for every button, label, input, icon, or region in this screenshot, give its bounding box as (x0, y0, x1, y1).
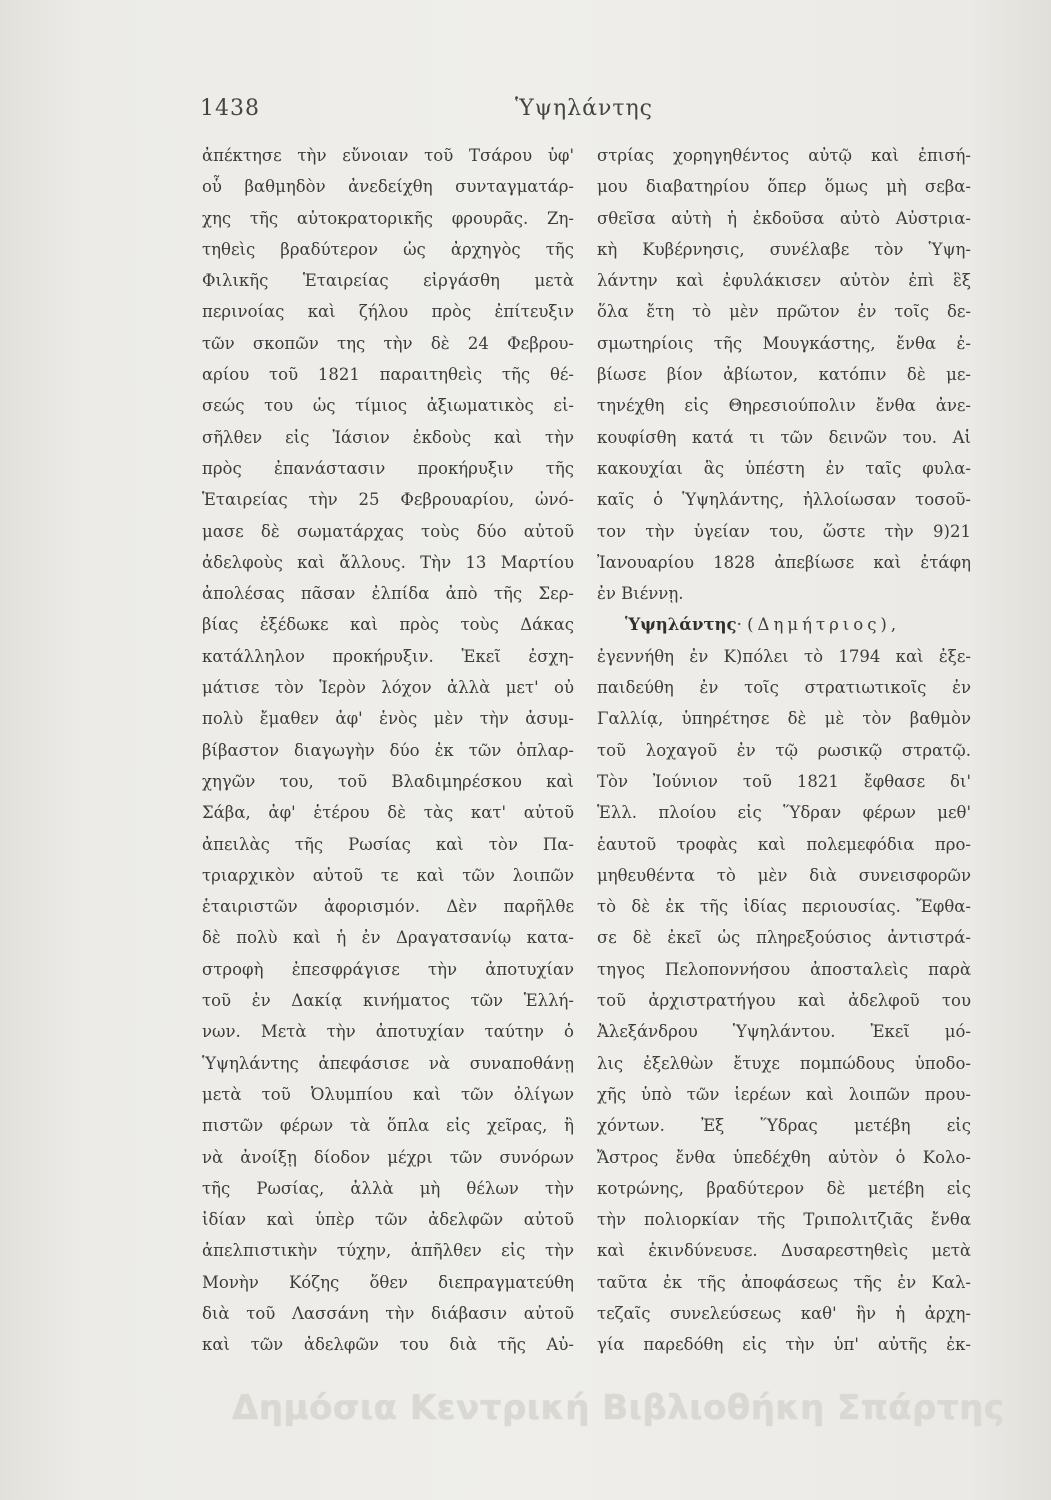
entry-colon: · (736, 615, 748, 635)
page-number: 1438 (200, 96, 260, 121)
text-line: τον τὴν ὑγείαν του, ὥστε τὴν 9)21 (597, 521, 971, 541)
text-line: μηθευθέντα τὸ μὲν διὰ συνεισφορῶν (597, 865, 971, 885)
text-line: σμωτηρίοις τῆς Μουγκάστης, ἔνθα ἐ- (597, 333, 971, 353)
text-line: τῆς Ρωσίας, ἀλλὰ μὴ θέλων τὴν (202, 1178, 574, 1198)
text-line: χόντων. Ἐξ Ὕδρας μετέβη εἰς (597, 1116, 971, 1136)
text-line: ἀπελπιστικὴν τύχην, ἀπῆλθεν εἰς τὴν (202, 1241, 574, 1261)
text-line: Φιλικῆς Ἑταιρείας εἰργάσθη μετὰ (202, 271, 574, 291)
text-line: στροφὴ ἐπεσφράγισε τὴν ἀποτυχίαν (202, 959, 574, 979)
text-line: σεώς του ὡς τίμιος ἀξιωματικὸς εἰ- (202, 396, 574, 416)
text-line: τριαρχικὸν αὐτοῦ τε καὶ τῶν λοιπῶν (202, 865, 574, 885)
text-line: κοτρώνης, βραδύτερον δὲ μετέβη εἰς (597, 1178, 971, 1198)
text-line: νων. Μετὰ τὴν ἀποτυχίαν ταύτην ὁ (202, 1022, 574, 1042)
text-line: στρίας χορηγηθέντος αὐτῷ καὶ ἐπισή- (597, 146, 971, 165)
text-line: Ἀλεξάνδρου Ὑψηλάντου. Ἐκεῖ μό- (597, 1022, 971, 1042)
text-line: χηγῶν του, τοῦ Βλαδιμηρέσκου καὶ (202, 771, 574, 791)
text-line: περινοίας καὶ ζήλου πρὸς ἐπίτευξιν (202, 302, 574, 322)
text-line: Ἰανουαρίου 1828 ἀπεβίωσε καὶ ἐτάφη (597, 552, 971, 572)
text-line: γία παρεδόθη εἰς τὴν ὑπ' αὐτῆς ἐκ- (597, 1335, 971, 1355)
text-line: ἰδίαν καὶ ὑπὲρ τῶν ἀδελφῶν αὐτοῦ (202, 1210, 574, 1230)
text-line: διὰ τοῦ Λασσάνη τὴν διάβασιν αὐτοῦ (202, 1303, 574, 1323)
text-line: ὅλα ἔτη τὸ μὲν πρῶτον ἐν τοῖς δε- (597, 302, 971, 322)
text-line: καὶ ἐκινδύνευσε. Δυσαρεστηθεὶς μετὰ (597, 1241, 971, 1261)
text-line: τοῦ λοχαγοῦ ἐν τῷ ρωσικῷ στρατῷ. (597, 740, 971, 760)
text-line: τῶν σκοπῶν της τὴν δὲ 24 Φεβρου- (202, 333, 574, 353)
entry-headword: Ὑψηλάντης (625, 615, 737, 635)
text-line: Ἄστρος ἔνθα ὑπεδέχθη αὐτὸν ὁ Κολο- (597, 1147, 971, 1167)
text-line: παιδεύθη ἐν τοῖς στρατιωτικοῖς ἐν (597, 678, 971, 698)
text-line: Σάβα, ἀφ' ἑτέρου δὲ τὰς κατ' αὐτοῦ (202, 803, 574, 823)
text-line: χῆς ὑπὸ τῶν ἱερέων καὶ λοιπῶν πρου- (597, 1084, 971, 1104)
text-line: τεζαῖς συνελεύσεως καθ' ἣν ἡ ἀρχη- (597, 1303, 971, 1323)
text-line: τηθεὶς βραδύτερον ὡς ἀρχηγὸς τῆς (202, 239, 574, 259)
text-line: τηνέχθη εἰς Θηρεσιούπολιν ἔνθα ἀνε- (597, 396, 971, 416)
text-line: δὲ πολὺ καὶ ἡ ἐν Δραγατσανίῳ κατα- (202, 928, 574, 948)
text-line: μετὰ τοῦ Ὀλυμπίου καὶ τῶν ὀλίγων (202, 1084, 574, 1104)
text-line: τοῦ ἀρχιστρατήγου καὶ ἀδελφοῦ του (597, 991, 971, 1011)
right-text-column (597, 140, 971, 1361)
text-line: καῖς ὁ Ὑψηλάντης, ἠλλοίωσαν τοσοῦ- (597, 490, 971, 510)
text-line: Μονὴν Κόζης ὅθεν διεπραγματεύθη (202, 1272, 574, 1292)
text-line: ἑταιριστῶν ἀφορισμόν. Δὲν παρῆλθε (202, 897, 574, 917)
text-line: ἐν Βιέννῃ. (597, 584, 684, 604)
text-line: χης τῆς αὐτοκρατορικῆς φρουρᾶς. Ζη- (202, 208, 574, 228)
text-line: τηγος Πελοποννήσου ἀποσταλεὶς παρὰ (597, 959, 971, 979)
text-line: ἐγεννήθη ἐν Κ)πόλει τὸ 1794 καὶ ἐξε- (597, 646, 971, 666)
text-line: κουφίσθη κατά τι τῶν δεινῶν του. Αἱ (597, 427, 971, 447)
text-line: ἀπολέσας πᾶσαν ἐλπίδα ἀπὸ τῆς Σερ- (202, 584, 574, 604)
text-line: Ἑλλ. πλοίου εἰς Ὕδραν φέρων μεθ' (597, 803, 971, 823)
text-line: σθεῖσα αὐτὴ ἡ ἐκδοῦσα αὐτὸ Αὐστρια- (597, 208, 971, 228)
text-line: κὴ Κυβέρνησις, συνέλαβε τὸν Ὑψη- (597, 239, 971, 259)
text-line: πιστῶν φέρων τὰ ὅπλα εἰς χεῖρας, ἢ (202, 1116, 574, 1136)
text-line: κατάλληλον προκήρυξιν. Ἐκεῖ ἐσχη- (202, 646, 574, 666)
text-line: κακουχίαι ἃς ὑπέστη ἐν ταῖς φυλα- (597, 458, 971, 478)
running-head: Ὑψηλάντης (515, 96, 653, 121)
text-line: πολὺ ἔμαθεν ἀφ' ἑνὸς μὲν τὴν ἀσυμ- (202, 709, 574, 729)
text-line: βίβαστον διαγωγὴν δύο ἐκ τῶν ὁπλαρ- (202, 740, 574, 760)
text-line: Γαλλίᾳ, ὑπηρέτησε δὲ μὲ τὸν βαθμὸν (597, 709, 971, 729)
text-line: μάτισε τὸν Ἱερὸν λόχον ἀλλὰ μετ' οὐ (202, 678, 574, 698)
text-line: μασε δὲ σωματάρχας τοὺς δύο αὐτοῦ (202, 521, 574, 541)
text-line: τὴν πολιορκίαν τῆς Τριπολιτζιᾶς ἔνθα (597, 1210, 971, 1230)
text-line: ἀπέκτησε τὴν εὔνοιαν τοῦ Τσάρου ὑφ' (202, 146, 574, 165)
text-line: πρὸς ἐπανάστασιν προκήρυξιν τῆς (202, 458, 574, 478)
text-line: οὗ βαθμηδὸν ἀνεδείχθη συνταγματάρ- (202, 177, 574, 197)
text-line: Τὸν Ἰούνιον τοῦ 1821 ἔφθασε δι' (597, 771, 971, 791)
right-column-continuation (597, 140, 971, 609)
text-line: σῆλθεν εἰς Ἰάσιον ἐκδοὺς καὶ τὴν (202, 427, 574, 447)
text-line: νὰ ἀνοίξῃ δίοδον μέχρι τῶν συνόρων (202, 1147, 574, 1167)
text-line: ταῦτα ἐκ τῆς ἀποφάσεως τῆς ἐν Καλ- (597, 1272, 971, 1292)
text-line: αρίου τοῦ 1821 παραιτηθεὶς τῆς θέ- (202, 365, 574, 385)
text-line: ἀδελφοὺς καὶ ἄλλους. Τὴν 13 Μαρτίου (202, 552, 574, 572)
text-line: Ὑψηλάντης ἀπεφάσισε νὰ συναποθάνῃ (202, 1053, 574, 1073)
entry-subhead: (Δημήτριος), (747, 615, 901, 635)
text-line: τὸ δὲ ἐκ τῆς ἰδίας περιουσίας. Ἔφθα- (597, 897, 971, 917)
text-line: βίας ἐξέδωκε καὶ πρὸς τοὺς Δάκας (202, 615, 574, 635)
text-line: τοῦ ἐν Δακίᾳ κινήματος τῶν Ἑλλή- (202, 991, 574, 1011)
entry-heading-line (597, 609, 971, 640)
text-line: σε δὲ ἐκεῖ ὡς πληρεξούσιος ἀντιστρά- (597, 928, 971, 948)
library-watermark: Δημόσια Κεντρική Βιβλιοθήκη Σπάρτης (232, 1388, 1005, 1428)
text-line: ἀπειλὰς τῆς Ρωσίας καὶ τὸν Πα- (202, 834, 574, 854)
text-line: Ἑταιρείας τὴν 25 Φεβρουαρίου, ὠνό- (202, 490, 574, 510)
text-line: βίωσε βίον ἀβίωτον, κατόπιν δὲ με- (597, 365, 971, 385)
text-line: ἑαυτοῦ τροφὰς καὶ πολεμεφόδια προ- (597, 834, 971, 854)
left-text-column (202, 140, 574, 1361)
text-line: λις ἐξελθὼν ἔτυχε πομπώδους ὑποδο- (597, 1053, 971, 1073)
text-line: καὶ τῶν ἀδελφῶν του διὰ τῆς Αὐ- (202, 1335, 574, 1355)
text-line: λάντην καὶ ἐφυλάκισεν αὐτὸν ἐπὶ ἓξ (597, 271, 971, 291)
right-column-entry-body (597, 641, 971, 1361)
text-line: μου διαβατηρίου ὅπερ ὅμως μὴ σεβα- (597, 177, 971, 197)
